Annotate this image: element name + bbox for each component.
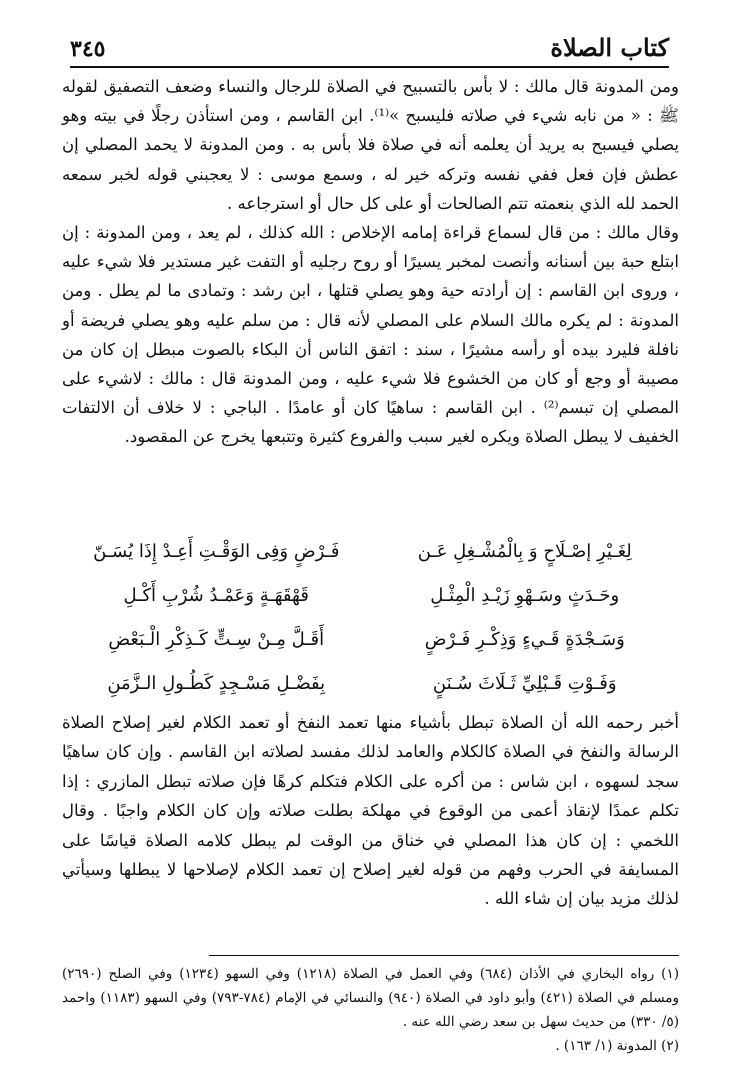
verse-second-hemistich: أَقَـلَّ مِـنْ سِـتٍّ كَـذِكْرِ الْـبَعْضِ	[108, 629, 325, 650]
paragraph: وقال مالك : من قال لسماع قراءة إمامه الإخلاص : الله كذلك ، لم يعد ، ومن المدونة : إن ابتلع حبة بين أسنانه وأنصت لمخبر يسيرًا أو روح رجليه أو التفت غير مستدير فلا شيء عليه ، وروى ابن القاسم : إن أرادته حية وهو يصلي قتلها ، ابن رشد : وتمادى ما لم يطل . ومن المدونة : لم يكره مالك السلام على المصلي لأنه قال : من سلم عليه وهو يصلي فريضة أو نافلة فليرد بيده أو رأسه مشيرًا ، سند : اتفق الناس أن البكاء بالصوت مبطل إن كان من مصيبة أو وجع أو كان من الخشوع فلا شيء عليه ، ومن المدونة قال : مالك : لاشيء على المصلي إن تبسم⁽²⁾ . ابن القاسم : ساهيًا كان أو عامدًا . الباجي : لا خلاف أن الالتفات الخفيف لا يبطل الصلاة ويكره لغير سبب والفروع كثيرة وتتبعها يخرج عن المقصود.	[62, 223, 679, 447]
verse-second-hemistich: فَـرْضٍ وَفِى الوَقْـتِ أَعِـدْ إِذَا يُسَـنّ	[93, 541, 340, 562]
chapter-title: كتاب الصلاة	[550, 33, 669, 62]
verse-line	[62, 574, 679, 618]
verse-line	[62, 530, 679, 574]
footnote: (١) رواه البخاري في الأذان (٦٨٤) وفي العمل في الصلاة (١٢١٨) وفي السهو (١٢٣٤) وفي الصلح (٢٦٩٠) ومسلم في الصلاة (٤٢١) وأبو داود في الصلاة (٩٤٠) والنسائي في الإمام (٧٨٤-٧٩٣) وفي السهو (١١٨٣) واحمد (٥/ ٣٣٠) من حديث سهل بن سعد رضي الله عنه .	[62, 966, 679, 1030]
footnotes	[62, 962, 679, 1058]
page-header	[70, 26, 669, 68]
footnote-divider	[209, 955, 679, 956]
verse-first-hemistich: لِغَـيْرِ إصْـلَاحٍ وَ بِالْمُشْـغِلِ عَـن	[417, 541, 632, 562]
verse-first-hemistich: وَفَـوْتِ قَـبْلِيِّ ثَـلَاثَ سُـنَنٍ	[432, 673, 617, 694]
verse-first-hemistich: وَسَـجْدَةٍ قَـيءٍ وَذِكْـرِ فَـرْضٍ	[424, 629, 625, 650]
verse-second-hemistich: قَهْقَهَـةٍ وَعَمْـدُ شُرْبِ أَكْـلِ	[123, 585, 309, 606]
poem-verses	[62, 530, 679, 706]
verse-second-hemistich: بِفَضْـلِ مَسْـجِدٍ كَطُـولِ الـزَّمَنِ	[107, 673, 326, 694]
paragraph: أخبر رحمه الله أن الصلاة تبطل بأشياء منها تعمد النفخ أو تعمد الكلام لغير إصلاح الصلاة الرسالة والنفخ في الصلاة كالكلام والعامد لذلك مفسد لصلاته ابن القاسم . وإن كان ساهيًا سجد لسهوه ، ابن شاس : من أكره على الكلام فتكلم كرهًا فإن صلاته تبطل المازري : إذا تكلم عمدًا لإنقاذ أعمى من الوقوع في مهلكة بطلت صلاته وإن كان الكلام واجبًا . وقال اللخمي : إن كان هذا المصلي في خناق من الوقت لم يبطل كلامه الصلاة قياسًا على المسايفة في الحرب وفهم من قوله لغير إصلاح إن تعمد الكلام لإصلاحها لا يبطلها وسيأتي لذلك مزيد بيان إن شاء الله .	[62, 713, 679, 909]
verse-line	[62, 618, 679, 662]
page-number: ٣٤٥	[70, 36, 106, 62]
verse-first-hemistich: وحَـدَثٍ وسَـهْوِ زَيْـدِ الْمِثْـلِ	[430, 585, 620, 606]
verse-line	[62, 662, 679, 706]
footnote: (٢) المدونة (١/ ١٦٣) .	[555, 1038, 679, 1054]
paragraph: ومن المدونة قال مالك : لا بأس بالتسبيح في الصلاة للرجال والنساء وضعف التصفيق لقوله ﷺ : « من نابه شيء في صلاته فليسبح »⁽¹⁾. ابن القاسم ، ومن استأذن رجلًا في بيته وهو يصلي فيسبح به يريد أن يعلمه أنه في صلاة فلا بأس به . ومن المدونة لا يحمد المصلي إن عطش فإن فعل ففي نفسه وتركه خير له ، وسمع موسى : لا يعجبني قوله لخبر سمعه الحمد لله الذي بنعمته تتم الصالحات أو على كل حال أو استرجاعه .	[62, 77, 679, 213]
main-text	[62, 72, 679, 452]
commentary-text	[62, 708, 679, 914]
